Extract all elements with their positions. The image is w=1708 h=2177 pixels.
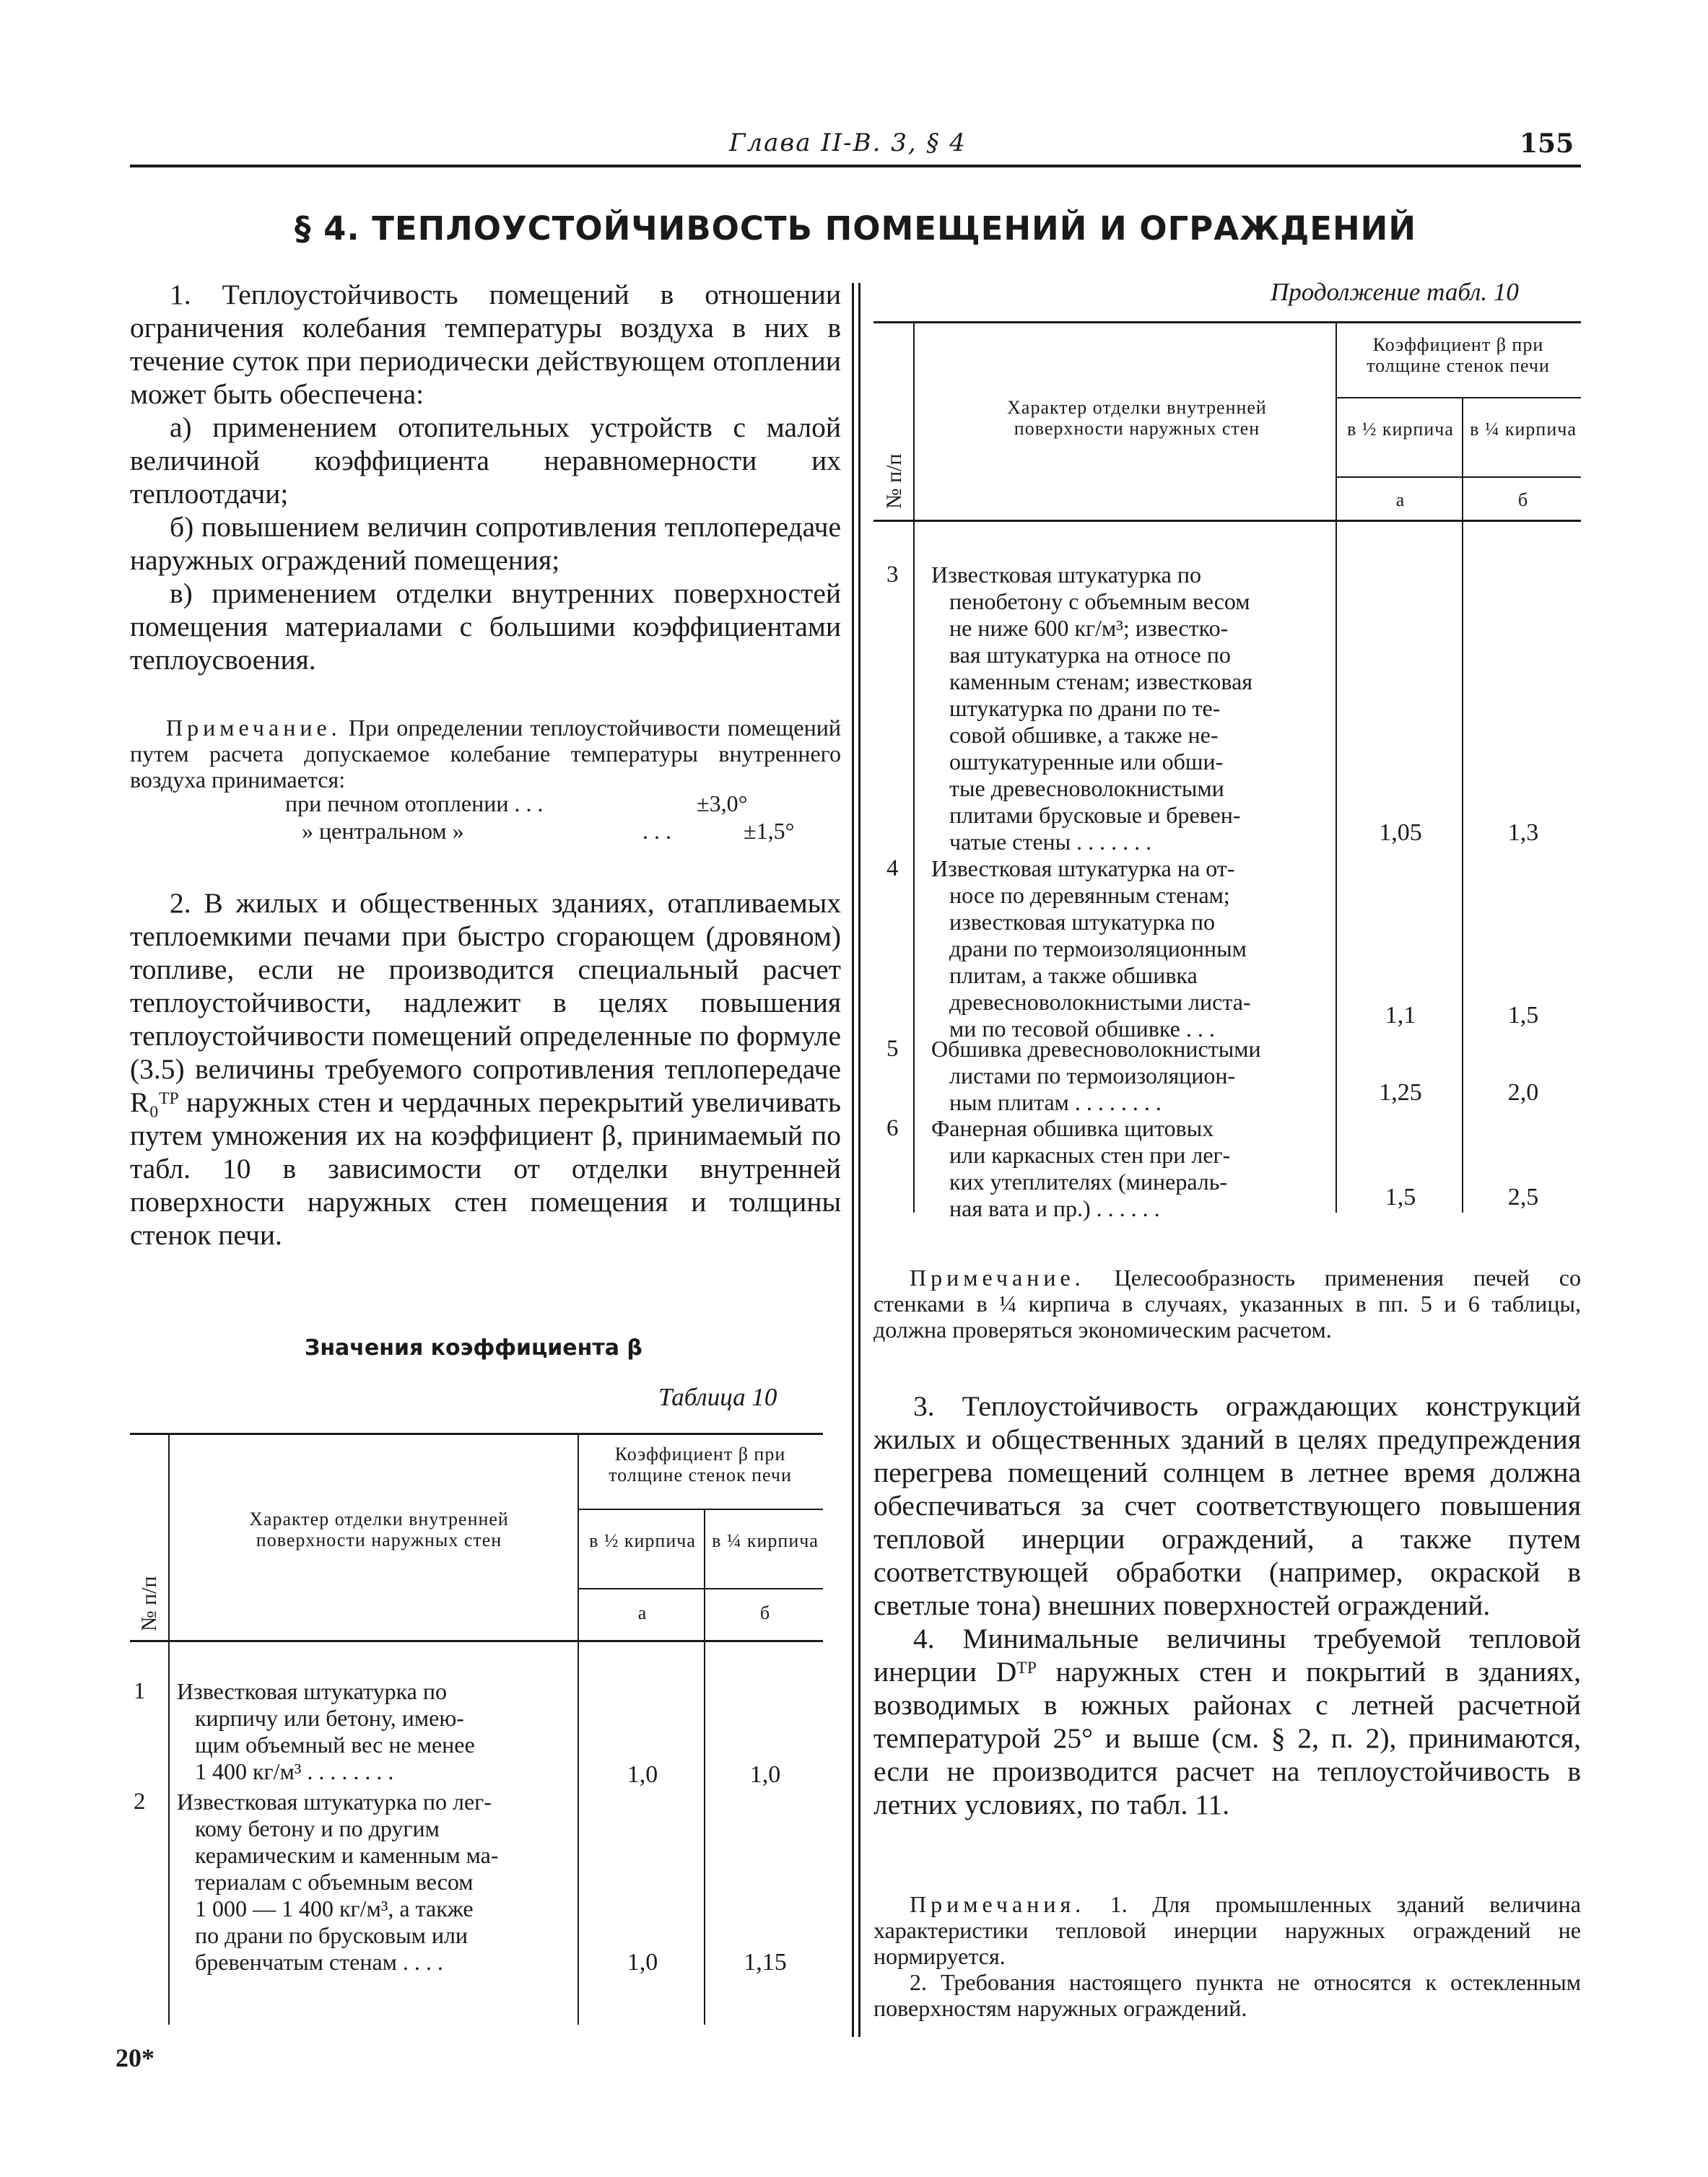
note-3 <box>873 1891 1581 2021</box>
row-2-value-a: 1,0 <box>627 1949 658 1976</box>
row-6-value-b: 2,5 <box>1507 1184 1539 1210</box>
rtable-header-bottom-rule <box>873 520 1581 522</box>
rtable-col-line-2 <box>1336 321 1337 1213</box>
row-4-line: древесноволокнистыми листа- <box>949 989 1251 1015</box>
note-1 <box>130 715 841 793</box>
rtable-col-a-letter: а <box>1395 489 1406 510</box>
row-3-line: пенобетону с объемным весом <box>949 588 1250 614</box>
table-col-num-header: № п/п <box>137 1576 161 1631</box>
row-1-value-a: 1,0 <box>627 1761 658 1788</box>
row-6-line: или каркасных стен при лег- <box>949 1142 1231 1168</box>
paragraph-1c: в) применением отделки внутренних поверхностей помещения материалами с большими коэффициентами теплоусвоения. <box>130 577 841 676</box>
paragraph-1b: б) повышением величин сопротивления теплопередаче наружных ограждений помещения; <box>130 511 841 576</box>
paragraph-2: 2. В жилых и общественных зданиях, отапливаемых теплоемкими печами при быстро сгорающем (дровяном) топливе, если не производится специальный расчет теплоустойчивости, надлежит в целях повышения теплоустойчивости помещений определенные по формуле (3.5) величины требуемого сопротивления теплопередаче R₀ᵀᴾ наружных стен и чердачных перекрытий увеличивать путем умножения их на коэффициент β, принимаемый по табл. 10 в зависимости от отделки внутренней поверхности наружных стен помещения и толщины стенок печи. <box>130 887 841 1251</box>
row-1-text <box>177 1678 570 1785</box>
row-1-line: щим объемный вес не менее <box>195 1732 475 1758</box>
table-label: Таблица 10 <box>658 1383 777 1411</box>
signature-mark: 20* <box>116 2043 154 2072</box>
row-6-value-a: 1,5 <box>1385 1184 1416 1210</box>
row-2-line: кому бетону и по другим <box>195 1815 440 1841</box>
row-4-value-a: 1,1 <box>1385 1002 1416 1029</box>
rtable-top-rule <box>873 321 1581 323</box>
row-3-line: плитами брусковые и бревен- <box>949 802 1241 828</box>
row-4-line: ми по тесовой обшивке . . . <box>949 1016 1215 1042</box>
row-2-line: по драни по брусковым или <box>195 1922 469 1948</box>
header-rule <box>130 165 1581 167</box>
paragraph-2-block <box>130 886 841 1252</box>
row-3-line: каменным стенам; известковая <box>949 668 1252 694</box>
row-number: 2 <box>134 1789 146 1815</box>
note-1-line-2-dots: . . . <box>642 818 671 844</box>
running-head: Глава II-B. 3, § 4 <box>729 128 967 157</box>
table-header-bottom-rule <box>130 1640 823 1642</box>
rtable-col-a-header: в ½ кирпича <box>1347 419 1454 440</box>
paragraphs-3-4 <box>873 1389 1581 1821</box>
row-number: 3 <box>886 562 899 588</box>
note-1-body: При определении теплоустойчивости помещений путем расчета допускаемое колебание температуры внутреннего воздуха принимается: <box>130 715 842 793</box>
paragraph-3: 3. Теплоустойчивость ограждающих конструкций жилых и общественных зданий в целях предупреждения перегрева помещений солнцем в летнее время должна обеспечиваться за счет соответствующего повышения тепловой инерции ограждений, а также путем соответствующей обработки (например, окраской в светлые тона) внешних поверхностей ограждений. <box>873 1390 1581 1621</box>
table-col-line-2 <box>578 1433 579 2025</box>
paragraph-1a: а) применением отопительных устройств с малой величиной коэффициента неравномерности их теплоотдачи; <box>130 411 841 510</box>
row-4-line: Известковая штукатурка на от- <box>931 855 1235 881</box>
row-3-line: совой обшивке, а также не- <box>949 722 1219 748</box>
row-6-text <box>931 1115 1328 1222</box>
table-col-desc-header: Характер отделки внутренней поверхности наружных стен <box>249 1509 509 1550</box>
row-2-line: териалам с объемным весом <box>195 1869 474 1895</box>
rtable-col-desc-header: Характер отделки внутренней поверхности наружных стен <box>1007 397 1267 439</box>
row-5-line: Обшивка древесноволокнистыми <box>931 1036 1261 1062</box>
left-column <box>130 278 841 676</box>
row-1-value-b: 1,0 <box>749 1761 781 1788</box>
table-top-rule <box>130 1433 823 1435</box>
row-number: 4 <box>886 855 899 881</box>
rtable-col-num-header: № п/п <box>882 453 906 509</box>
row-1-line: Известковая штукатурка по <box>177 1678 447 1704</box>
row-number: 6 <box>886 1115 899 1141</box>
row-3-value-b: 1,3 <box>1507 819 1539 846</box>
note-3-head: Примечания. <box>910 1891 1086 1917</box>
table-col-a-letter: а <box>637 1602 648 1623</box>
note-1-line-2-label: » центральном » <box>302 818 464 844</box>
row-3-line: не ниже 600 кг/м³; известко- <box>949 615 1229 641</box>
rtable-col-line-1 <box>913 321 915 1213</box>
row-4-line: носе по деревянным стенам; <box>949 882 1230 908</box>
rtable-sub-rule-1 <box>1336 397 1581 398</box>
row-2-line: 1 000 — 1 400 кг/м³, а также <box>195 1895 474 1921</box>
row-3-line: чатые стены . . . . . . . <box>949 829 1152 855</box>
row-2-value-b: 1,15 <box>744 1949 787 1976</box>
row-4-line: известковая штукатурка по <box>949 909 1215 935</box>
row-3-line: штукатурка по драни по те- <box>949 695 1221 721</box>
row-2-line: Известковая штукатурка по лег- <box>177 1789 492 1815</box>
column-divider <box>852 283 854 2037</box>
row-number: 5 <box>886 1036 899 1062</box>
row-4-line: драни по термоизоляционным <box>949 935 1247 961</box>
table-sub-rule-2 <box>578 1588 823 1589</box>
table-col-b-header: в ¼ кирпича <box>712 1530 819 1551</box>
row-number: 1 <box>134 1678 146 1704</box>
table-col-coef-header: Коэффициент β при толщине стенок печи <box>609 1444 792 1485</box>
note-1-line-1-label: при печном отоплении . . . <box>285 790 544 816</box>
row-3-value-a: 1,05 <box>1379 819 1422 846</box>
note-1-line-2-value: ±1,5° <box>744 818 795 844</box>
table-col-a-header: в ½ кирпича <box>589 1530 696 1551</box>
row-5-line: листами по термоизоляцион- <box>949 1063 1236 1088</box>
row-3-line: Известковая штукатурка по <box>931 562 1201 588</box>
row-5-value-b: 2,0 <box>1507 1079 1539 1106</box>
note-2-head: Примечание. <box>910 1265 1085 1291</box>
table-col-b-letter: б <box>759 1602 771 1623</box>
paragraph-4: 4. Минимальные величины требуемой тепловой инерции Dᵀᴾ наружных стен и покрытий в зданиях, возводимых в южных районах с летней расчетной температурой 25° и выше (см. § 2, п. 2), принимаются, если не производится расчет на теплоустойчивость в летних условиях, по табл. 11. <box>873 1623 1581 1820</box>
row-2-line: бревенчатым стенам . . . . <box>195 1949 443 1975</box>
note-1-head: Примечание. <box>166 715 341 741</box>
page-number: 155 <box>1520 128 1574 159</box>
paragraph-1: 1. Теплоустойчивость помещений в отношении ограничения колебания температуры воздуха в них в течение суток при периодически действующем отоплении может быть обеспечена: <box>130 279 841 410</box>
continuation-label: Продолжение табл. 10 <box>1271 278 1519 306</box>
table-col-line-1 <box>168 1433 170 2025</box>
table-sub-rule-1 <box>578 1509 823 1510</box>
row-3-line: оштукатуренные или обши- <box>949 749 1224 775</box>
row-4-value-b: 1,5 <box>1507 1002 1539 1029</box>
note-2 <box>873 1265 1581 1343</box>
section-title: § 4. ТЕПЛОУСТОЙЧИВОСТЬ ПОМЕЩЕНИЙ И ОГРАЖДЕНИЙ <box>295 209 1416 248</box>
row-4-line: плитам, а также обшивка <box>949 962 1198 988</box>
table-col-line-3 <box>704 1509 705 2025</box>
table-title: Значения коэффициента β <box>305 1335 642 1361</box>
note-1-line-1-value: ±3,0° <box>697 790 748 816</box>
column-divider-2 <box>858 283 860 2037</box>
row-2-line: керамическим и каменным ма- <box>195 1842 499 1868</box>
row-1-line: кирпичу или бетону, имею- <box>195 1705 464 1731</box>
rtable-col-b-header: в ¼ кирпича <box>1470 419 1577 440</box>
row-6-line: Фанерная обшивка щитовых <box>931 1115 1214 1141</box>
row-6-line: ких утеплителях (минераль- <box>949 1169 1228 1195</box>
row-5-text <box>931 1036 1328 1116</box>
row-1-line: 1 400 кг/м³ . . . . . . . . <box>195 1758 394 1784</box>
row-5-value-a: 1,25 <box>1379 1079 1422 1106</box>
row-2-text <box>177 1789 570 1976</box>
note-3-item-2: 2. Требования настоящего пункта не относятся к остекленным поверхностям наружных ограждений. <box>873 1969 1581 2021</box>
row-6-line: ная вата и пр.) . . . . . . <box>949 1195 1160 1221</box>
row-3-text <box>931 562 1328 855</box>
rtable-col-coef-header: Коэффициент β при толщине стенок печи <box>1367 334 1550 376</box>
note-3-item-1: 1. Для промышленных зданий величина характеристики тепловой инерции наружных ограждений не нормируется. <box>873 1891 1581 1969</box>
rtable-col-b-letter: б <box>1517 489 1529 510</box>
row-3-line: вая штукатурка на относе по <box>949 642 1231 668</box>
row-3-line: тые древесноволокнистыми <box>949 775 1224 801</box>
row-4-text <box>931 855 1328 1042</box>
rtable-sub-rule-2 <box>1336 476 1581 478</box>
note-2-body: Целесообразность применения печей со стенками в ¼ кирпича в случаях, указанных в пп. 5 и 6 таблицы, должна проверяться экономическим расчетом. <box>873 1265 1582 1343</box>
row-5-line: ным плитам . . . . . . . . <box>949 1089 1162 1115</box>
